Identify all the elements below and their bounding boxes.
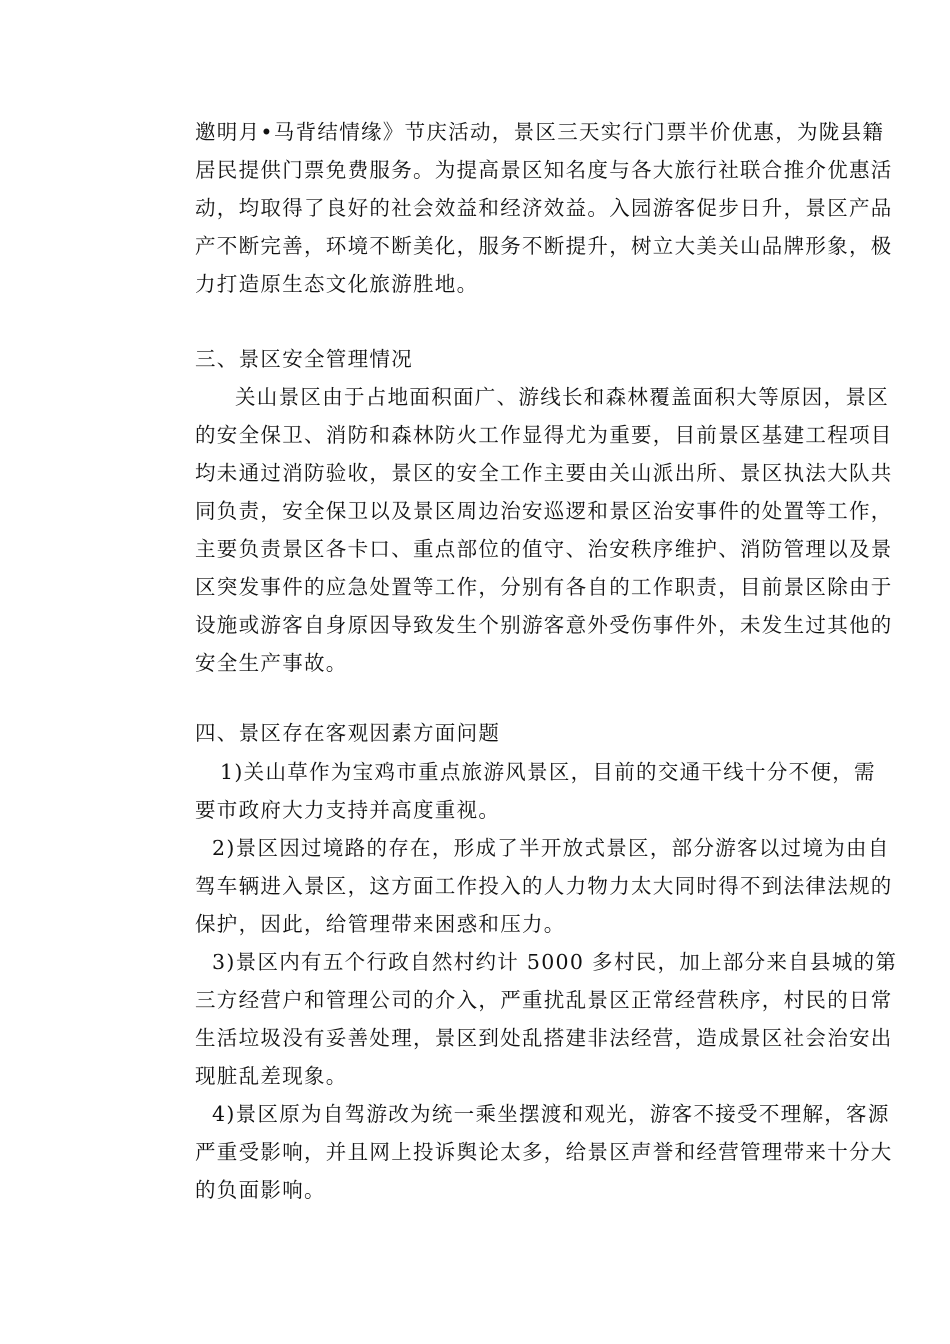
list-item-line: 严重受影响，并且网上投诉舆论太多，给景区声誉和经营管理带来十分大 [195,1140,893,1164]
paragraph-line: 邀明月•马背结情缘》节庆活动，景区三天实行门票半价优惠，为陇县籍 [195,120,885,144]
paragraph-line: 动，均取得了良好的社会效益和经济效益。入园游客促步日升，景区产品 [195,196,893,220]
list-item-line: 保护，因此，给管理带来困惑和压力。 [195,912,566,936]
list-item-line: 现脏乱差现象。 [195,1064,348,1088]
list-item-line: 1)关山草作为宝鸡市重点旅游风景区，目前的交通干线十分不便，需 [220,760,876,784]
list-item-line: 3)景区内有五个行政自然村约计 5000 多村民，加上部分来自县城的第 [212,950,898,974]
paragraph-line: 产不断完善，环境不断美化，服务不断提升，树立大美关山品牌形象，极 [195,234,893,258]
paragraph-line: 的安全保卫、消防和森林防火工作显得尤为重要，目前景区基建工程项目 [195,423,893,447]
list-item-line: 三方经营户和管理公司的介入，严重扰乱景区正常经营秩序，村民的日常 [195,988,893,1012]
section-heading: 四、景区存在客观因素方面问题 [195,721,501,745]
paragraph-line: 安全生产事故。 [195,651,348,675]
paragraph-line: 区突发事件的应急处置等工作，分别有各自的工作职责，目前景区除由于 [195,575,893,599]
paragraph-line: 居民提供门票免费服务。为提高景区知名度与各大旅行社联合推介优惠活 [195,158,893,182]
list-item-line: 的负面影响。 [195,1178,326,1202]
paragraph-line: 力打造原生态文化旅游胜地。 [195,272,479,296]
section-heading: 三、景区安全管理情况 [195,347,413,371]
paragraph-line: 主要负责景区各卡口、重点部位的值守、治安秩序维护、消防管理以及景 [195,537,893,561]
paragraph-line: 同负责，安全保卫以及景区周边治安巡逻和景区治安事件的处置等工作， [195,499,893,523]
list-item-line: 要市政府大力支持并高度重视。 [195,798,501,822]
paragraph-line: 设施或游客自身原因导致发生个别游客意外受伤事件外，未发生过其他的 [195,613,893,637]
list-item-line: 2)景区因过境路的存在，形成了半开放式景区，部分游客以过境为由自 [212,836,890,860]
list-item-line: 4)景区原为自驾游改为统一乘坐摆渡和观光，游客不接受不理解，客源 [212,1102,890,1126]
paragraph-line: 均未通过消防验收，景区的安全工作主要由关山派出所、景区执法大队共 [195,461,893,485]
list-item-line: 驾车辆进入景区，这方面工作投入的人力物力太大同时得不到法律法规的 [195,874,893,898]
list-item-line: 生活垃圾没有妥善处理，景区到处乱搭建非法经营，造成景区社会治安出 [195,1026,893,1050]
paragraph-line: 关山景区由于占地面积面广、游线长和森林覆盖面积大等原因，景区 [235,385,889,409]
